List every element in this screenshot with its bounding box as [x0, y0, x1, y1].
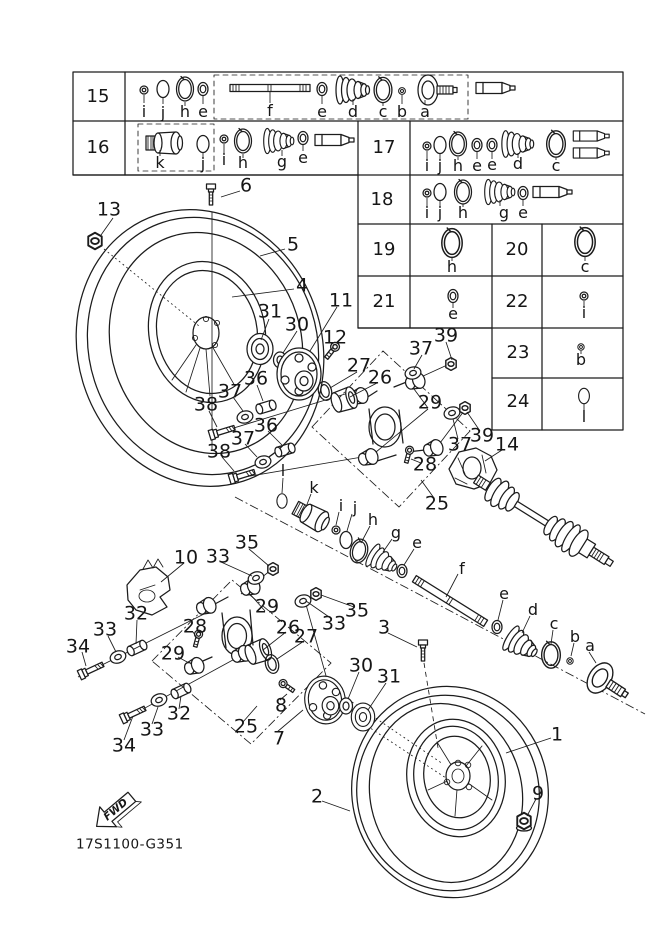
- part-number-callout: 6: [239, 174, 253, 197]
- part-number-callout: 28: [182, 615, 208, 638]
- table-row-number: 17: [372, 137, 396, 158]
- part-number-callout: 1: [550, 723, 564, 746]
- part-letter-label: e: [412, 533, 422, 552]
- part-number-callout: 35: [344, 599, 370, 622]
- part-letter-label: h: [237, 153, 249, 172]
- drawing-code: 17S1100-G351: [76, 836, 184, 853]
- part-number-callout: 8: [274, 694, 288, 717]
- part-number-callout: 34: [111, 734, 137, 757]
- part-letter-label: h: [457, 203, 469, 222]
- part-letter-label: j: [200, 154, 206, 173]
- part-number-callout: 29: [417, 391, 443, 414]
- fwd-arrow-label: FWD: [101, 796, 131, 824]
- part-number-callout: 31: [257, 300, 283, 323]
- part-letter-label: e: [317, 102, 327, 121]
- part-letter-label: j: [160, 103, 166, 122]
- part-letter-label: c: [551, 156, 561, 175]
- part-number-callout: 25: [424, 492, 450, 515]
- part-number-callout: 4: [295, 274, 309, 297]
- part-letter-label: d: [347, 102, 359, 121]
- part-letter-label: a: [420, 102, 430, 121]
- part-letter-label: c: [378, 102, 388, 121]
- part-letter-label: c: [549, 614, 559, 633]
- part-number-callout: 38: [206, 440, 232, 463]
- part-letter-label: h: [452, 156, 464, 175]
- part-letter-label: i: [338, 496, 344, 515]
- part-letter-label: e: [518, 203, 528, 222]
- part-letter-label: g: [390, 523, 402, 542]
- part-letter-label: g: [498, 203, 510, 222]
- part-letter-label: i: [424, 156, 430, 175]
- part-number-callout: 37: [408, 337, 434, 360]
- part-number-callout: 28: [412, 453, 438, 476]
- part-letter-label: j: [437, 156, 443, 175]
- part-number-callout: 39: [433, 324, 459, 347]
- part-letter-label: i: [141, 102, 147, 121]
- table-row-number: 22: [505, 291, 529, 312]
- part-letter-label: e: [499, 584, 509, 603]
- part-number-callout: 38: [193, 393, 219, 416]
- part-number-callout: 39: [469, 424, 495, 447]
- part-number-callout: 35: [234, 531, 260, 554]
- table-row-number: 24: [506, 391, 530, 412]
- part-letter-label: a: [585, 636, 595, 655]
- part-letter-label: h: [367, 510, 379, 529]
- part-letter-label: c: [580, 257, 590, 276]
- part-number-callout: 29: [160, 642, 186, 665]
- table-row-number: 23: [506, 342, 530, 363]
- part-letter-label: b: [569, 627, 581, 646]
- part-number-callout: 5: [286, 233, 300, 256]
- part-letter-label: d: [527, 600, 539, 619]
- part-number-callout: 12: [322, 326, 348, 349]
- part-letter-label: g: [276, 152, 288, 171]
- part-number-callout: 7: [272, 727, 286, 750]
- part-number-callout: 32: [166, 702, 192, 725]
- part-number-callout: 9: [531, 782, 545, 805]
- part-letter-label: i: [581, 303, 587, 322]
- part-number-callout: 2: [310, 785, 324, 808]
- part-number-callout: 32: [123, 602, 149, 625]
- part-letter-label: e: [472, 156, 482, 175]
- part-number-callout: 25: [233, 715, 259, 738]
- part-letter-label: i: [221, 150, 227, 169]
- part-letter-label: e: [198, 102, 208, 121]
- part-letter-label: k: [309, 478, 319, 497]
- table-row-number: 20: [505, 239, 529, 260]
- part-letter-label: e: [448, 304, 458, 323]
- part-number-callout: 26: [367, 366, 393, 389]
- part-number-callout: 29: [254, 595, 280, 618]
- part-letter-label: e: [487, 155, 497, 174]
- part-letter-label: j: [437, 203, 443, 222]
- table-row-number: 19: [372, 239, 396, 260]
- part-letter-label: e: [298, 148, 308, 167]
- part-letter-label: j: [352, 498, 358, 517]
- part-letter-label: l: [581, 407, 587, 426]
- part-number-callout: 30: [348, 654, 374, 677]
- table-row-number: 16: [86, 137, 110, 158]
- part-number-callout: 3: [377, 616, 391, 639]
- part-number-callout: 33: [139, 718, 165, 741]
- part-number-callout: 27: [293, 625, 319, 648]
- part-letter-label: f: [267, 101, 273, 120]
- part-letter-label: d: [512, 154, 524, 173]
- part-number-callout: 34: [65, 635, 91, 658]
- part-letter-label: b: [396, 102, 408, 121]
- part-number-callout: 36: [243, 367, 269, 390]
- part-number-callout: 33: [205, 545, 231, 568]
- part-number-callout: 37: [447, 433, 473, 456]
- part-number-callout: 37: [230, 427, 256, 450]
- part-number-callout: 33: [321, 612, 347, 635]
- part-number-callout: 27: [346, 354, 372, 377]
- part-number-callout: 14: [494, 433, 520, 456]
- part-number-callout: 36: [253, 414, 279, 437]
- part-letter-label: i: [424, 203, 430, 222]
- part-number-callout: 31: [376, 665, 402, 688]
- part-number-callout: 10: [173, 546, 199, 569]
- table-row-number: 15: [86, 86, 110, 107]
- part-number-callout: 30: [284, 313, 310, 336]
- part-number-callout: 26: [275, 616, 301, 639]
- part-number-callout: 37: [217, 380, 243, 403]
- table-row-number: 18: [370, 189, 394, 210]
- part-letter-label: k: [155, 153, 165, 172]
- part-letter-label: h: [446, 257, 458, 276]
- part-number-callout: 11: [328, 289, 354, 312]
- part-number-callout: 13: [96, 198, 122, 221]
- part-letter-label: l: [280, 461, 286, 480]
- table-row-number: 21: [372, 291, 396, 312]
- part-number-callout: 33: [92, 618, 118, 641]
- part-letter-label: b: [575, 350, 587, 369]
- part-letter-label: f: [459, 559, 465, 578]
- part-letter-label: h: [179, 102, 191, 121]
